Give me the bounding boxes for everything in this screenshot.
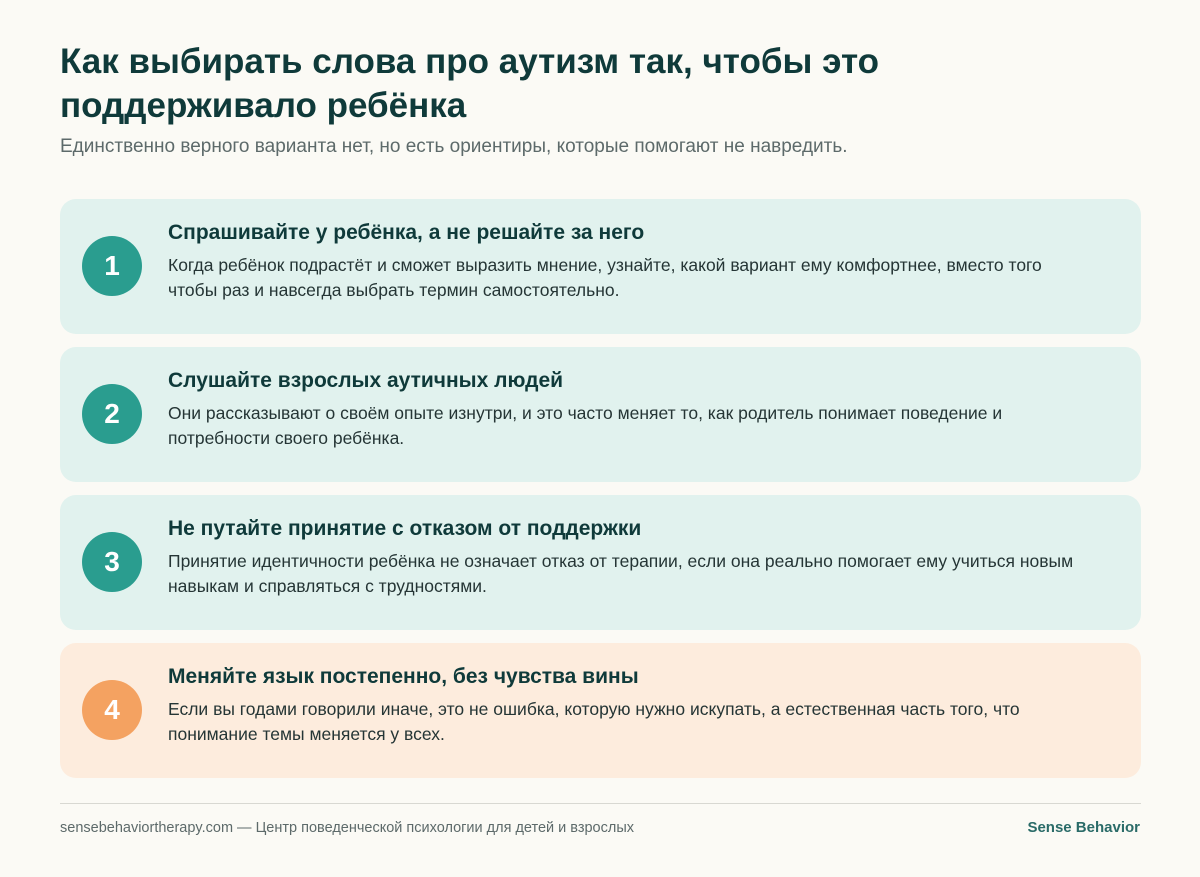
tip-text: Принятие идентичности ребёнка не означает отказ от терапии, если она реально помогает ему учиться новым навыкам и справляться с трудностями. [168, 551, 1074, 596]
tip-number-badge: 2 [82, 384, 142, 444]
tip-text: Они рассказывают о своём опыте изнутри, и это часто меняет то, как родитель понимает поведение и потребности своего ребёнка. [168, 403, 1003, 448]
page-title: Как выбирать слова про аутизм так, чтобы это поддерживало ребёнка [60, 42, 880, 125]
tip-title: Спрашивайте у ребёнка, а не решайте за него [168, 221, 645, 244]
footer-brand: Sense Behavior [1027, 819, 1140, 836]
tip-number-badge: 3 [82, 532, 142, 592]
tip-card-3 [60, 495, 1141, 630]
tip-card-2 [60, 347, 1141, 482]
tip-title: Слушайте взрослых аутичных людей [168, 369, 564, 392]
footer-source: sensebehaviortherapy.com — Центр поведенческой психологии для детей и взрослых [60, 820, 634, 836]
page-subtitle: Единственно верного варианта нет, но есть ориентиры, которые помогают не навредить. [60, 136, 848, 157]
tip-number-badge: 1 [82, 236, 142, 296]
tip-text: Когда ребёнок подрастёт и сможет выразить мнение, узнайте, какой вариант ему комфортнее, вместо того чтобы раз и навсегда выбрать термин самостоятельно. [168, 255, 1042, 300]
tip-text: Если вы годами говорили иначе, это не ошибка, которую нужно искупать, а естественная часть того, что понимание темы меняется у всех. [168, 699, 1020, 744]
tip-card-4 [60, 643, 1141, 778]
tip-title: Не путайте принятие с отказом от поддержки [168, 517, 642, 540]
tips-list [60, 199, 1141, 791]
tip-number-badge: 4 [82, 680, 142, 740]
page-header [60, 40, 1141, 744]
tip-title: Меняйте язык постепенно, без чувства вины [168, 665, 639, 688]
footer-divider [60, 803, 1141, 804]
tip-card-1 [60, 199, 1141, 334]
